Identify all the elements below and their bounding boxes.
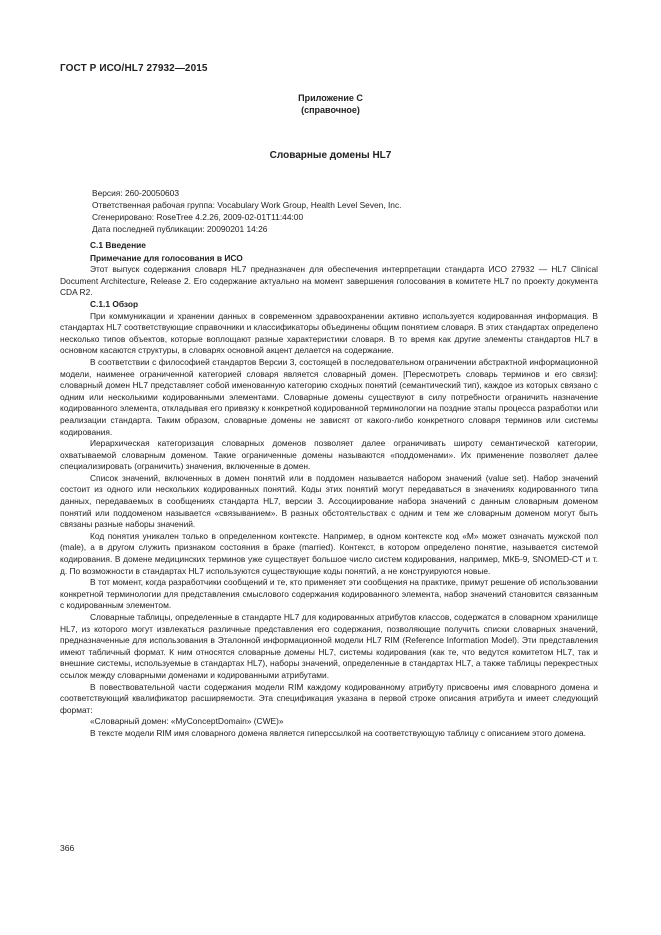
metadata-block bbox=[92, 187, 401, 235]
ballot-note-heading: Примечание для голосования в ИСО bbox=[90, 252, 243, 263]
paragraph: При коммуникации и хранении данных в современном здравоохранении активно используется кодированная информация. В стандартах HL7 соответствующие справочники и классификаторы объединены общим понятием словаря. В этих стандартах определено несколько типов объектов, которые воплощают разные характеристики словаря. В то время как другие элементы стандартов HL7 в основном касаются структуры, в словарях основной акцент делается на содержание. bbox=[60, 310, 598, 356]
metadata-generated: Сгенерировано: RoseTree 4.2.26, 2009-02-01T11:44:00 bbox=[92, 212, 304, 222]
metadata-version: Версия: 260-20050603 bbox=[92, 188, 179, 198]
paragraph: Словарные таблицы, определенные в стандарте HL7 для кодированных атрибутов классов, содержатся в словарном хранилище HL7, из которого могут извлекаться различные представления его содержания, позволяющие получить списки словарных значений, предназначенные для использования в Эталонной информационной модели HL7 RIM (Reference Information Model). Эти представления имеют табличный формат. К ним относятся словарные домены HL7, системы кодирования (как те, что ведутся комитетом HL7, так и внешние системы, используемые в стандартах HL7), наборы значений, определенные в стандартах HL7, а также таблицы перекрестных ссылок между словарными доменами и кодированными атрибутами. bbox=[60, 612, 598, 680]
annex-type: (справочное) bbox=[301, 105, 360, 115]
main-content bbox=[60, 240, 598, 740]
page-number: 366 bbox=[60, 843, 75, 853]
paragraph: Иерархическая категоризация словарных доменов позволяет далее ограничивать широту семантической категории, охватываемой словарным доменом. Такие ограниченные домены называются «поддоменами». Их применение позволяет далее специализировать (ограничить) значения, включенные в домен. bbox=[60, 438, 598, 472]
metadata-working-group: Ответственная рабочая группа: Vocabulary Work Group, Health Level Seven, Inc. bbox=[92, 200, 402, 210]
annex-heading bbox=[0, 92, 661, 116]
paragraph: В тот момент, когда разработчики сообщений и те, кто применяет эти сообщения на практике, примут решение об использовании конкретной терминологии для представления смыслового содержания кодированного элемента, набор значений становится связанным с кодированным элементом. bbox=[60, 577, 598, 611]
paragraph: В тексте модели RIM имя словарного домена является гиперссылкой на соответствующую таблицу с описанием этого домена. bbox=[90, 727, 586, 738]
paragraph: Код понятия уникален только в определенном контексте. Например, в одном контексте код «M» может означать мужской пол (male), а в другом служить признаком состояния в браке (married). Контекст, в котором определено понятие, называется системой кодирования. В домене медицинских терминов уже существует большое число систем кодирования, например, МКБ-9, SNOMED-CT и т. д. По возможности в стандартах HL7 используются существующие коды понятий, а не конструируются новые. bbox=[60, 530, 598, 576]
metadata-publication-date: Дата последней публикации: 20090201 14:26 bbox=[92, 224, 268, 234]
format-example: «Словарный домен: «MyConceptDomain» (CWE)» bbox=[90, 716, 284, 727]
paragraph: В повествовательной части содержания модели RIM каждому кодированному атрибуту присвоены имя словарного домена и соответствующий квалификатор расширяемости. Эта спецификация указана в первой строке описания атрибута и имеет следующий формат: bbox=[60, 681, 598, 715]
paragraph: Этот выпуск содержания словаря HL7 предназначен для обеспечения интерпретации стандарта ИСО 27932 — HL7 Clinical Document Architecture, Release 2. Его содержание актуально на момент завершения голосования в комитете HL7 по проекту документа CDA R2. bbox=[60, 264, 598, 298]
annex-title: Словарные домены HL7 bbox=[269, 150, 392, 161]
paragraph: Список значений, включенных в домен понятий или в поддомен называется набором значений (value set). Набор значений состоит из одного или нескольких кодированных понятий. Коды этих понятий могут передаваться в значениях кодированного типа данных, передаваемых в сообщениях стандарта HL7, версии 3. Ассоциирование набора значений с данным словарным доменом понятий или поддоменом называется «связыванием». В разных обстоятельствах с одним и тем же словарным доменом могут быть связаны разные наборы значений. bbox=[60, 472, 598, 530]
section-heading-c11: С.1.1 Обзор bbox=[90, 298, 139, 309]
document-header: ГОСТ Р ИСО/HL7 27932—2015 bbox=[60, 63, 208, 74]
paragraph: В соответствии с философией стандартов Версии 3, состоящей в последовательном ограничении абстрактной информационной модели, наименее ограниченной категорией словаря является словарный домен. [Пересмотреть словарь терминов и его связи]: словарный домен HL7 представляет собой именованную категорию сходных понятий (семантический тип), каждое из которых связано с одним или несколькими кодированными элементами. Словарные домены существуют в силу потребности ограничить назначение кодированного элемента, откладывая его привязку к конкретной кодированной терминологии на поздние этапы процесса разработки или реализации стандарта. Таким образом, словарные домены не зависят от какого-либо конкретного словаря терминов или системы кодирования. bbox=[60, 356, 598, 437]
annex-label: Приложение С bbox=[298, 93, 363, 103]
section-heading-c1: С.1 Введение bbox=[90, 240, 146, 250]
